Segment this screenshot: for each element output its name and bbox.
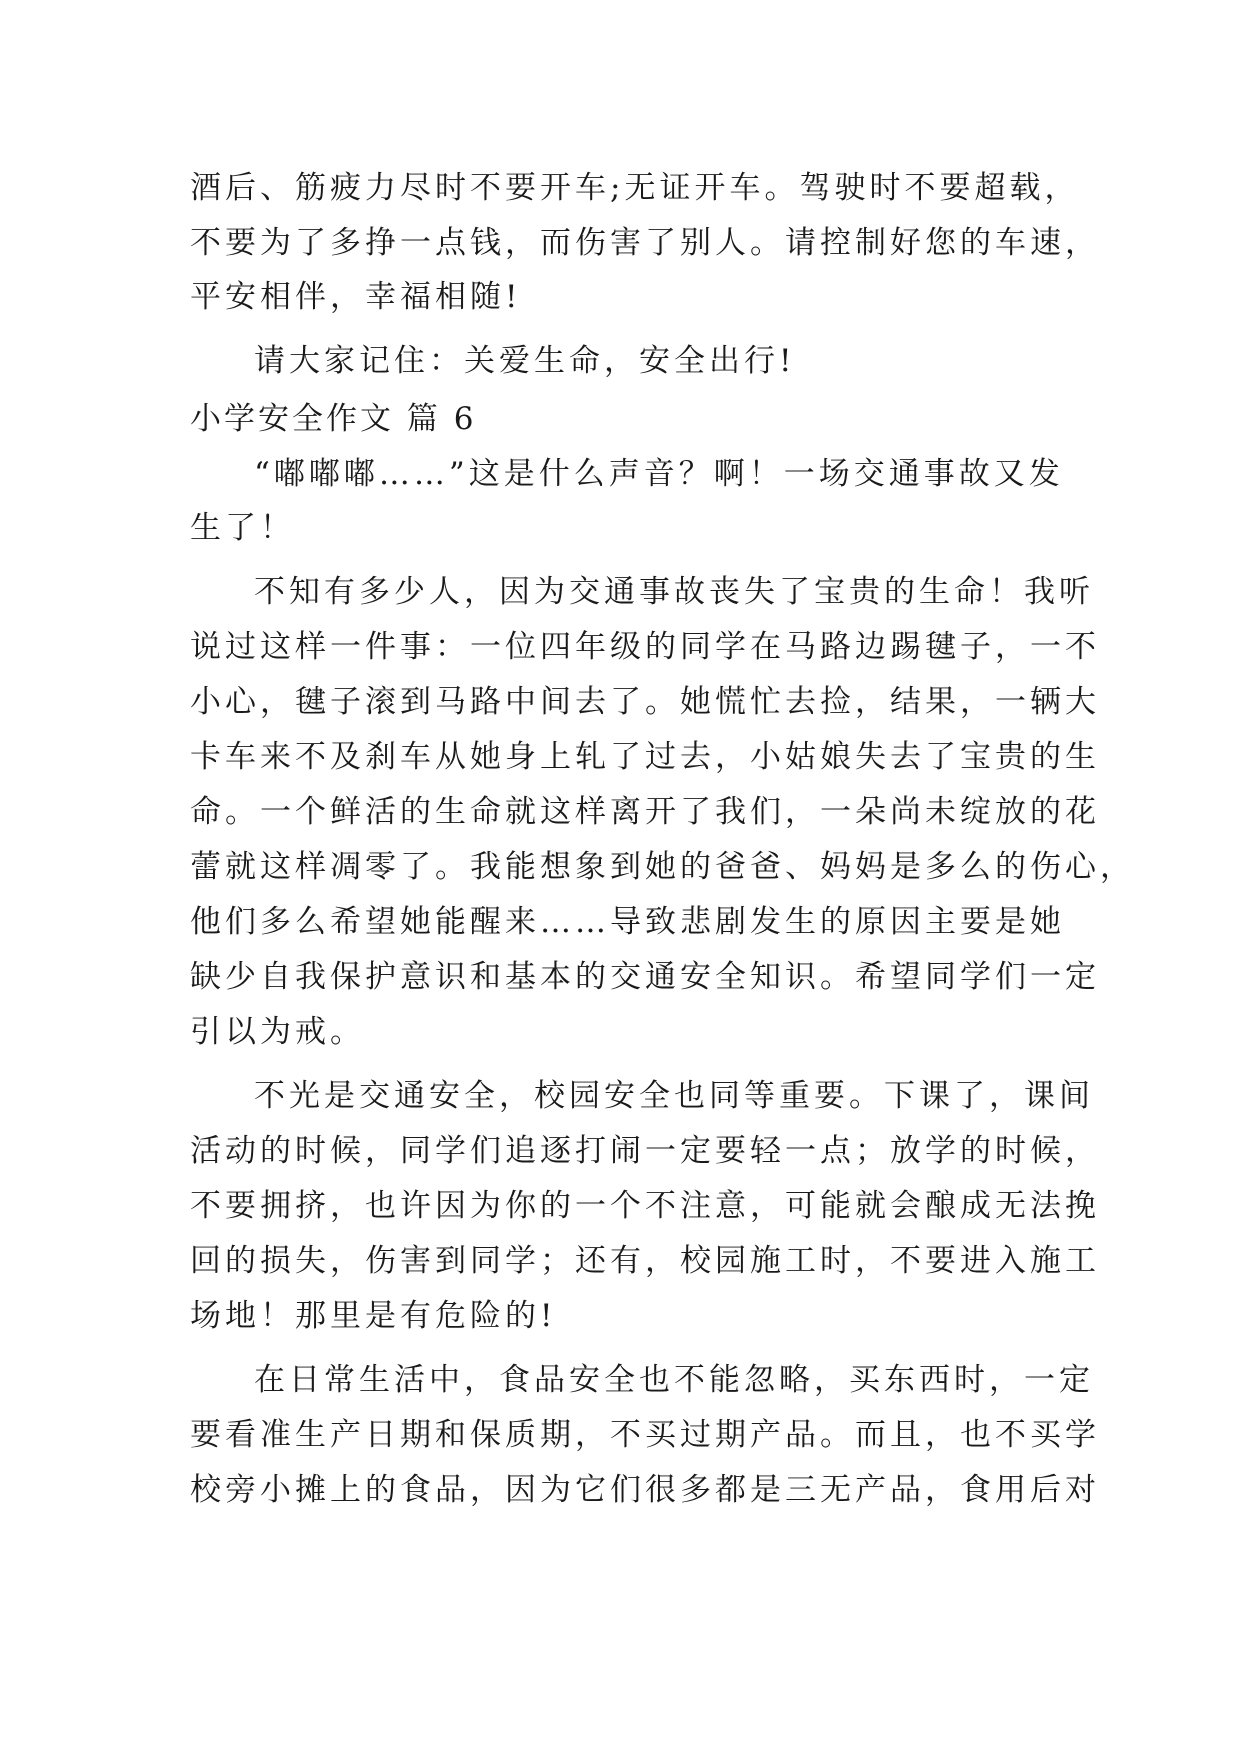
- section-heading: 小学安全作文 篇 6: [190, 401, 477, 437]
- text-line: 蕾就这样凋零了。我能想象到她的爸爸、妈妈是多么的伤心，: [190, 849, 1135, 885]
- text-line: 不要拥挤，也许因为你的一个不注意，可能就会酿成无法挽: [190, 1188, 1100, 1224]
- text-line: “嘟嘟嘟……”这是什么声音？啊！一场交通事故又发: [254, 456, 1064, 492]
- text-line: 生了！: [190, 510, 295, 546]
- text-line: 不知有多少人，因为交通事故丧失了宝贵的生命！我听: [254, 574, 1094, 610]
- text-line: 要看准生产日期和保质期，不买过期产品。而且，也不买学: [190, 1417, 1100, 1453]
- text-line: 不要为了多挣一点钱，而伤害了别人。请控制好您的车速，: [190, 225, 1100, 261]
- text-line: 小心，毽子滚到马路中间去了。她慌忙去捡，结果，一辆大: [190, 684, 1100, 720]
- text-line: 说过这样一件事：一位四年级的同学在马路边踢毽子，一不: [190, 629, 1100, 665]
- text-line: 平安相伴，幸福相随!: [190, 279, 522, 315]
- text-line: 请大家记住：关爱生命，安全出行!: [254, 343, 796, 379]
- text-line: 他们多么希望她能醒来……导致悲剧发生的原因主要是她: [190, 904, 1065, 940]
- text-line: 引以为戒。: [190, 1014, 365, 1050]
- text-line: 在日常生活中，食品安全也不能忽略，买东西时，一定: [254, 1362, 1094, 1398]
- text-line: 场地！那里是有危险的!: [190, 1298, 557, 1334]
- text-line: 缺少自我保护意识和基本的交通安全知识。希望同学们一定: [190, 959, 1100, 995]
- text-line: 回的损失，伤害到同学；还有，校园施工时，不要进入施工: [190, 1243, 1100, 1279]
- text-line: 命。一个鲜活的生命就这样离开了我们，一朵尚未绽放的花: [190, 794, 1100, 830]
- text-line: 活动的时候，同学们追逐打闹一定要轻一点；放学的时候，: [190, 1133, 1100, 1169]
- text-line: 酒后、筋疲力尽时不要开车;无证开车。驾驶时不要超载，: [190, 170, 1080, 206]
- text-line: 不光是交通安全，校园安全也同等重要。下课了，课间: [254, 1078, 1094, 1114]
- text-line: 卡车来不及刹车从她身上轧了过去，小姑娘失去了宝贵的生: [190, 739, 1100, 775]
- text-line: 校旁小摊上的食品，因为它们很多都是三无产品，食用后对: [190, 1472, 1100, 1508]
